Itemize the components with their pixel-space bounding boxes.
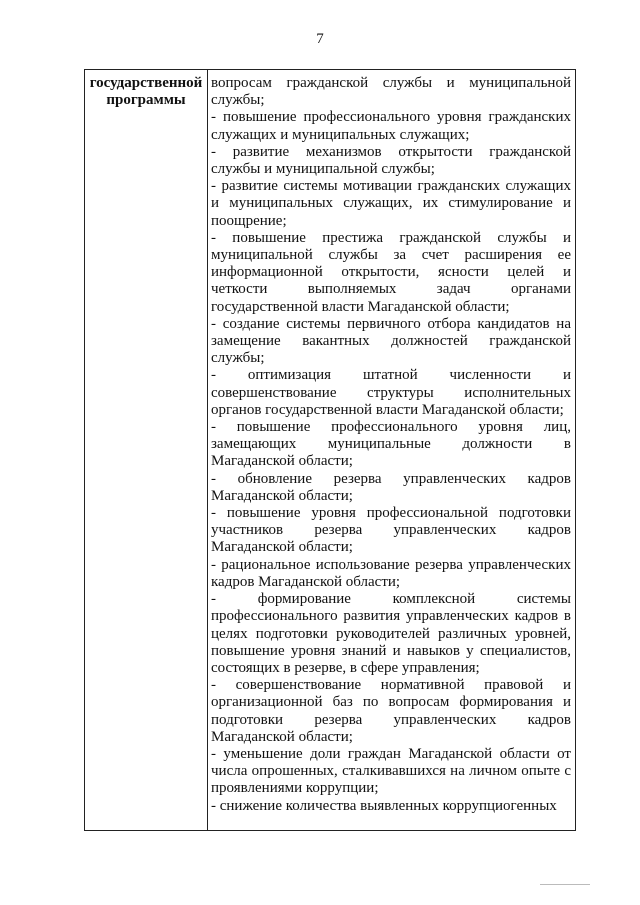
content-paragraph: - повышение уровня профессиональной подготовки участников резерва управленческих кадров Магаданской области; — [211, 505, 571, 556]
content-paragraph: - развитие системы мотивации гражданских служащих и муниципальных служащих, их стимулирование и поощрение; — [211, 178, 571, 229]
content-paragraph: - развитие механизмов открытости гражданской службы и муниципальной службы; — [211, 143, 571, 178]
content-paragraph: - повышение престижа гражданской службы и муниципальной службы за счет расширения ее информационной открытости, ясности целей и четкости выполняемых задач органами государственной власти Магаданской области; — [211, 229, 571, 315]
content-paragraph: - формирование комплексной системы профессионального развития управленческих кадров в целях подготовки руководителей различных уровней, повышение уровня знаний и навыков у специалистов, состоящих в резерве, в сфере управления; — [211, 591, 571, 676]
content-paragraph: - обновление резерва управленческих кадров Магаданской области; — [211, 470, 571, 504]
label-line-2: программы — [106, 92, 186, 108]
column-divider — [207, 70, 208, 830]
page-number: 7 — [316, 31, 324, 47]
label-line-1: государственной — [89, 75, 203, 91]
program-table — [84, 69, 576, 831]
content-paragraph: - повышение профессионального уровня гражданских служащих и муниципальных служащих; — [211, 109, 571, 143]
content-paragraph: - снижение количества выявленных коррупциогенных — [211, 797, 557, 814]
content-paragraph: - создание системы первичного отбора кандидатов на замещение вакантных должностей гражданской службы; — [211, 315, 571, 367]
content-paragraph: - совершенствование нормативной правовой и организационной баз по вопросам формирования и подготовки резерва управленческих кадров Магаданской области; — [211, 677, 571, 745]
content-paragraph: - уменьшение доли граждан Магаданской области от числа опрошенных, сталкивавшихся на личном опыте с проявлениями коррупции; — [211, 745, 571, 797]
content-paragraph: - оптимизация штатной численности и совершенствование структуры исполнительных органов государственной власти Магаданской области; — [211, 367, 571, 418]
table-label-cell — [85, 75, 207, 109]
content-paragraph: - рациональное использование резерва управленческих кадров Магаданской области; — [211, 556, 571, 590]
content-paragraph: - повышение профессионального уровня лиц, замещающих муниципальные должности в Магаданской области; — [211, 419, 571, 470]
table-content-cell — [211, 75, 571, 815]
content-paragraph: вопросам гражданской службы и муниципальной службы; — [211, 75, 571, 109]
footer-rule — [540, 884, 590, 885]
